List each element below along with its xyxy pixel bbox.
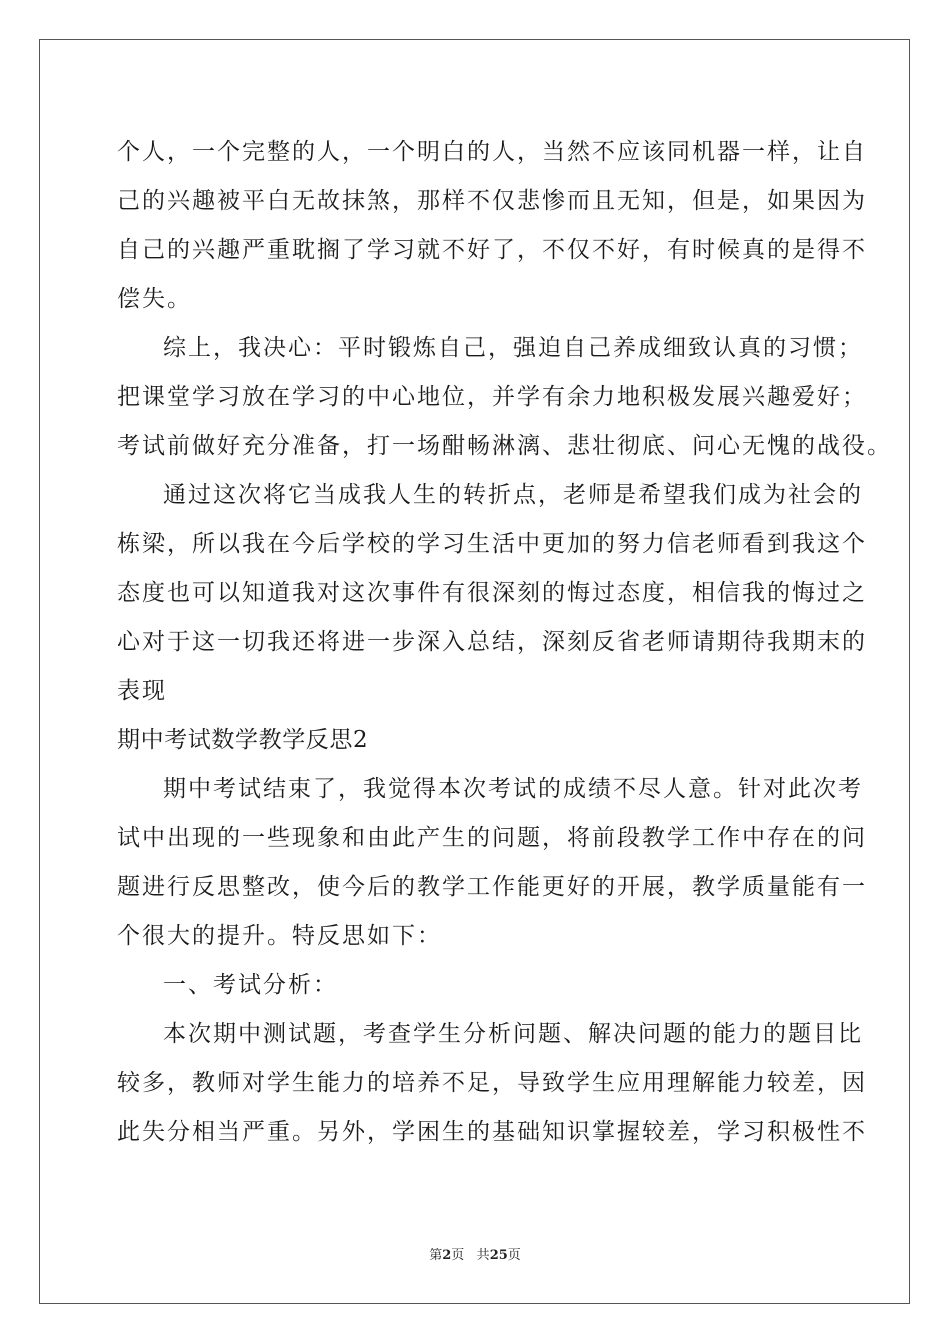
- page-total: 25: [489, 1248, 508, 1263]
- paragraph-start-line: 综上，我决心：平时锻炼自己，强迫自己养成细致认真的习惯；: [163, 335, 863, 361]
- subsection-heading: 一、考试分析：: [163, 972, 338, 998]
- text-line: 态度也可以知道我对这次事件有很深刻的悔过态度，相信我的悔过之: [117, 580, 867, 606]
- text-line: 把课堂学习放在学习的中心地位，并学有余力地积极发展兴趣爱好；: [117, 384, 867, 410]
- page-footer: [0, 1244, 950, 1263]
- paragraph-start-line: 期中考试结束了，我觉得本次考试的成绩不尽人意。针对此次考: [163, 776, 863, 802]
- page-number: 2: [442, 1248, 452, 1263]
- paragraph-start-line: 本次期中测试题，考查学生分析问题、解决问题的能力的题目比: [163, 1021, 863, 1047]
- text-line: 自己的兴趣严重耽搁了学习就不好了，不仅不好，有时候真的是得不: [117, 237, 867, 263]
- text-line: 个人，一个完整的人，一个明白的人，当然不应该同机器一样，让自: [117, 139, 867, 165]
- paragraph-start-line: 通过这次将它当成我人生的转折点，老师是希望我们成为社会的: [163, 482, 863, 508]
- total-prefix: 共: [476, 1248, 490, 1263]
- text-line: 己的兴趣被平白无故抹煞，那样不仅悲惨而且无知，但是，如果因为: [117, 188, 867, 214]
- text-line: 个很大的提升。特反思如下：: [117, 923, 442, 949]
- text-line: 表现: [117, 678, 167, 704]
- text-line: 考试前做好充分准备，打一场酣畅淋漓、悲壮彻底、问心无愧的战役。: [117, 433, 892, 459]
- page-prefix: 第: [429, 1248, 443, 1263]
- text-line: 试中出现的一些现象和由此产生的问题，将前段教学工作中存在的问: [117, 825, 867, 851]
- document-body: [117, 128, 892, 1157]
- total-suffix: 页: [507, 1248, 521, 1263]
- text-line: 较多，教师对学生能力的培养不足，导致学生应用理解能力较差，因: [117, 1070, 867, 1096]
- text-line: 题进行反思整改，使今后的教学工作能更好的开展，教学质量能有一: [117, 874, 867, 900]
- text-line: 心对于这一切我还将进一步深入总结，深刻反省老师请期待我期末的: [117, 629, 867, 655]
- text-line: 此失分相当严重。另外，学困生的基础知识掌握较差，学习积极性不: [117, 1119, 867, 1145]
- page-suffix: 页: [451, 1248, 465, 1263]
- section-heading: 期中考试数学教学反思2: [117, 727, 369, 753]
- text-line: 栋梁，所以我在今后学校的学习生活中更加的努力信老师看到我这个: [117, 531, 867, 557]
- text-line: 偿失。: [117, 286, 192, 312]
